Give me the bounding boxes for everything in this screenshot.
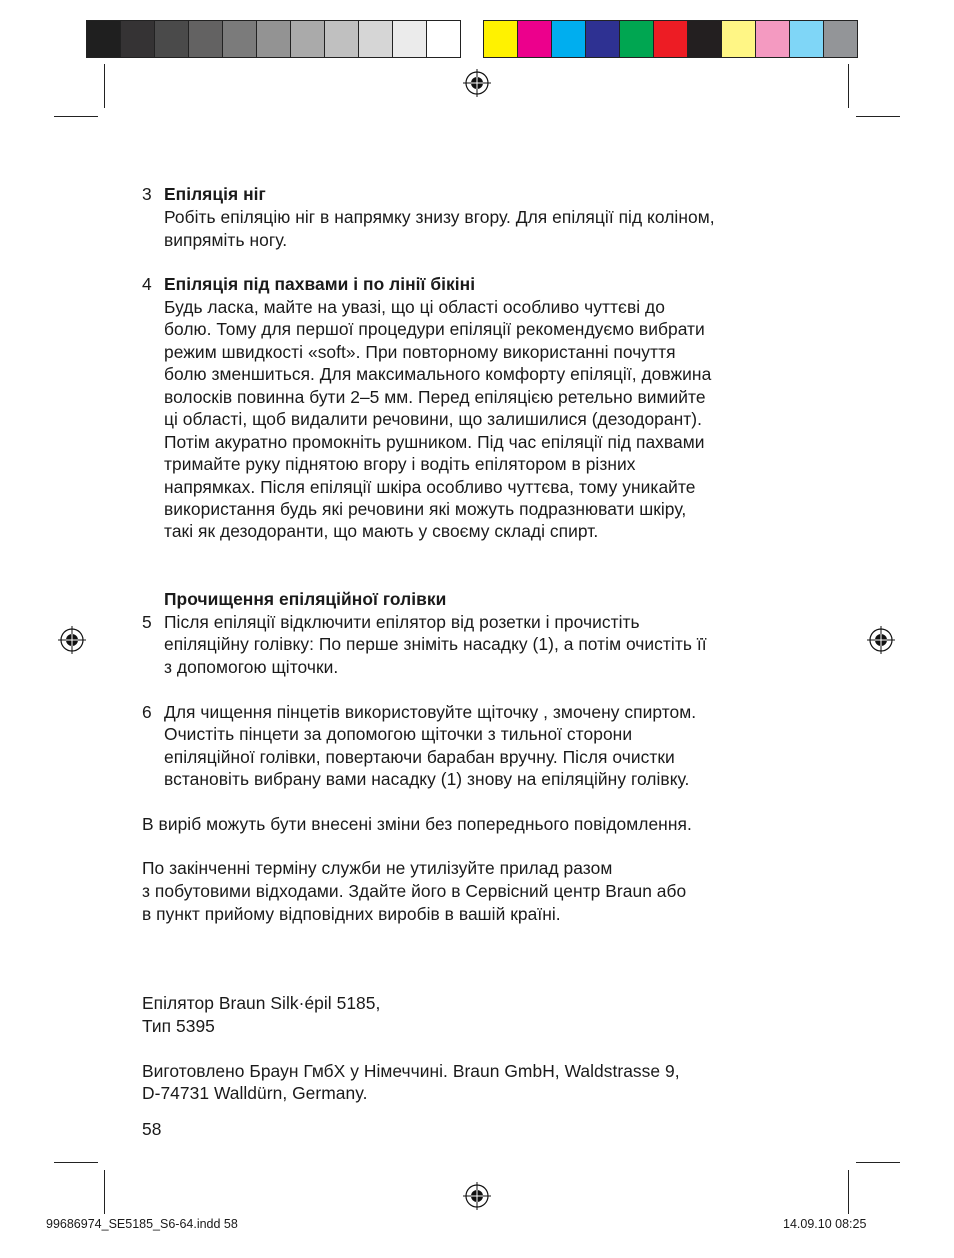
body-line: болю. Тому для першої процедури епіляції рекомендуємо вибрати bbox=[164, 319, 705, 339]
gray-swatch-3 bbox=[155, 20, 189, 58]
gray-swatch-10 bbox=[393, 20, 427, 58]
section-number: 4 bbox=[142, 274, 152, 294]
crop-mark-bottom-right-v bbox=[848, 1170, 849, 1214]
section-number: 3 bbox=[142, 184, 152, 204]
crop-mark-top-right-h bbox=[856, 116, 900, 117]
color-swatch-11 bbox=[824, 20, 858, 58]
manufacturer-line: Виготовлено Браун ГмбХ у Німеччині. Braun GmbH, Waldstrasse 9, bbox=[142, 1061, 680, 1081]
gray-swatch-5 bbox=[223, 20, 257, 58]
crop-mark-bottom-left-h bbox=[54, 1162, 98, 1163]
section-heading: Епіляція ніг bbox=[164, 184, 266, 204]
body-line: встановіть вибрану вами насадку (1) знову на епіляційну голівку. bbox=[164, 769, 690, 789]
gray-swatch-7 bbox=[291, 20, 325, 58]
manufacturer-line: D-74731 Walldürn, Germany. bbox=[142, 1083, 368, 1103]
step-number: 5 bbox=[142, 612, 152, 632]
color-swatch-1 bbox=[483, 20, 518, 58]
color-swatch-3 bbox=[552, 20, 586, 58]
disposal-line: з побутовими відходами. Здайте його в Сервісний центр Braun або bbox=[142, 881, 687, 901]
color-swatch-9 bbox=[756, 20, 790, 58]
change-notice: В виріб можуть бути внесені зміни без попереднього повідомлення. bbox=[142, 814, 692, 834]
crop-mark-bottom-right-h bbox=[856, 1162, 900, 1163]
section-heading: Епіляція під пахвами і по лінії бікіні bbox=[164, 274, 476, 294]
color-swatch-4 bbox=[586, 20, 620, 58]
body-line: Робіть епіляцію ніг в напрямку знизу вгору. Для епіляції під коліном, bbox=[164, 207, 715, 227]
body-line: Очистіть пінцети за допомогою щіточки з тильної сторони bbox=[164, 724, 633, 744]
registration-mark-top-icon bbox=[463, 69, 491, 97]
gray-swatch-2 bbox=[121, 20, 155, 58]
slug-filename: 99686974_SE5185_S6-64.indd 58 bbox=[46, 1217, 238, 1231]
product-line: Тип 5395 bbox=[142, 1016, 215, 1036]
body-line: болю зменшиться. Для максимального комфорту епіляції, довжина bbox=[164, 364, 712, 384]
color-swatch-2 bbox=[518, 20, 552, 58]
body-line: з допомогою щіточки. bbox=[164, 657, 339, 677]
body-line: епіляційної голівки, повертаючи барабан вручну. Після очистки bbox=[164, 747, 675, 767]
body-line: випряміть ногу. bbox=[164, 230, 288, 250]
crop-mark-top-right-v bbox=[848, 64, 849, 108]
slug-date-time: 14.09.10 08:25 bbox=[783, 1217, 867, 1231]
body-line: Для чищення пінцетів використовуйте щіточку , змочену спиртом. bbox=[164, 702, 697, 722]
body-line: ці області, щоб видалити речовини, що залишилися (дезодорант). bbox=[164, 409, 703, 429]
grayscale-bar bbox=[86, 20, 461, 58]
gray-swatch-6 bbox=[257, 20, 291, 58]
color-swatch-5 bbox=[620, 20, 654, 58]
registration-mark-bottom-icon bbox=[463, 1182, 491, 1210]
body-line: використання будь які речовини які можуть подразнювати шкіру, bbox=[164, 499, 687, 519]
color-swatch-8 bbox=[722, 20, 756, 58]
body-line: тримайте руку піднятою вгору і водіть епілятором в різних bbox=[164, 454, 636, 474]
product-line: Епілятор Braun Silk·épil 5185, bbox=[142, 993, 381, 1013]
body-line: Будь ласка, майте на увазі, що ці області особливо чуттєві до bbox=[164, 297, 665, 317]
body-line: Потім акуратно промокніть рушником. Під час епіляції під пахвами bbox=[164, 432, 705, 452]
color-bar bbox=[483, 20, 858, 58]
page-number: 58 bbox=[142, 1119, 162, 1139]
crop-mark-top-left-v bbox=[104, 64, 105, 108]
body-line: волосків повинна бути 2–5 мм. Перед епіляцією ретельно вимийте bbox=[164, 387, 706, 407]
registration-mark-left-icon bbox=[58, 626, 86, 654]
crop-mark-top-left-h bbox=[54, 116, 98, 117]
body-line: напрямках. Після епіляції шкіра особливо чуттєва, тому уникайте bbox=[164, 477, 696, 497]
disposal-line: в пункт прийому відповідних виробів в вашій країні. bbox=[142, 904, 561, 924]
gray-swatch-1 bbox=[86, 20, 121, 58]
body-line: режим швидкості «soft». При повторному використанні почуття bbox=[164, 342, 676, 362]
gray-swatch-4 bbox=[189, 20, 223, 58]
color-swatch-10 bbox=[790, 20, 824, 58]
cleaning-heading: Прочищення епіляційної голівки bbox=[164, 589, 447, 609]
body-line: епіляційну голівку: По перше зніміть насадку (1), а потім очистіть її bbox=[164, 634, 707, 654]
gray-swatch-9 bbox=[359, 20, 393, 58]
body-line: такі як дезодоранти, що мають у своєму складі спирт. bbox=[164, 521, 599, 541]
gray-swatch-8 bbox=[325, 20, 359, 58]
registration-mark-right-icon bbox=[867, 626, 895, 654]
body-line: Після епіляції відключити епілятор від розетки і прочистіть bbox=[164, 612, 640, 632]
step-number: 6 bbox=[142, 702, 152, 722]
gray-swatch-11 bbox=[427, 20, 461, 58]
color-swatch-6 bbox=[654, 20, 688, 58]
color-swatch-7 bbox=[688, 20, 722, 58]
crop-mark-bottom-left-v bbox=[104, 1170, 105, 1214]
disposal-line: По закінченні терміну служби не утилізуйте прилад разом bbox=[142, 858, 613, 878]
